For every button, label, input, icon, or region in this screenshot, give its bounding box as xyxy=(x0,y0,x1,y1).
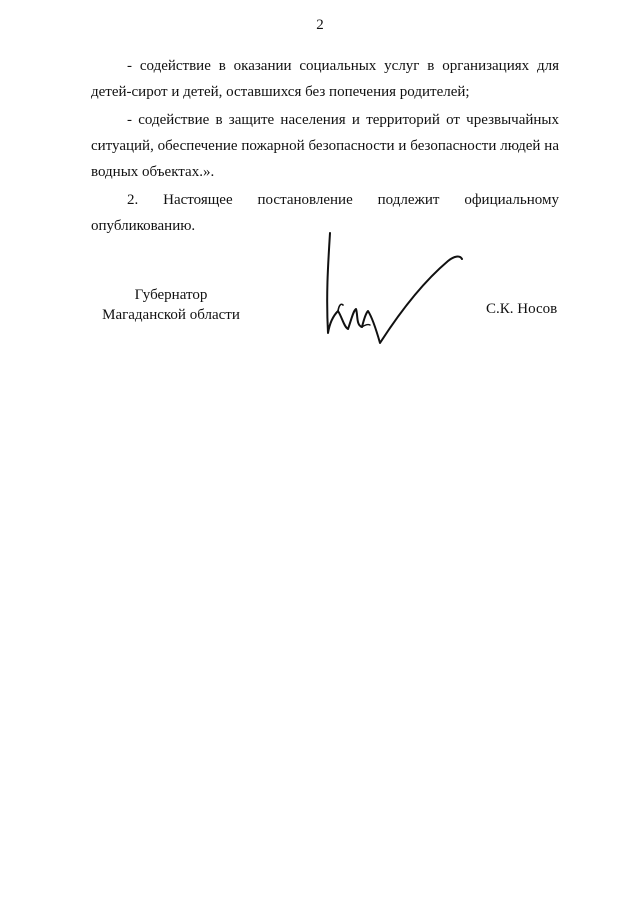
page-number: 2 xyxy=(316,17,324,33)
signatory-title xyxy=(91,285,251,325)
document-body xyxy=(91,53,559,241)
paragraph-emergency-protection: - содействие в защите населения и территорий от чрезвычайных ситуаций, обеспечение пожарной безопасности и безопасности людей на водных объектах.». xyxy=(91,112,559,180)
publication-line-1: 2. Настоящее постановление подлежит официальному xyxy=(127,192,559,208)
signatory-title-line-2: Магаданской области xyxy=(102,307,240,323)
handwritten-signature xyxy=(318,225,468,350)
signatory-title-line-1: Губернатор xyxy=(134,287,208,303)
publication-line-2: опубликованию. xyxy=(91,218,196,234)
signatory-name: С.К. Носов xyxy=(486,301,558,317)
paragraph-social-services: - содействие в оказании социальных услуг в организациях для детей-сирот и детей, оставшихся без попечения родителей; xyxy=(91,58,559,100)
